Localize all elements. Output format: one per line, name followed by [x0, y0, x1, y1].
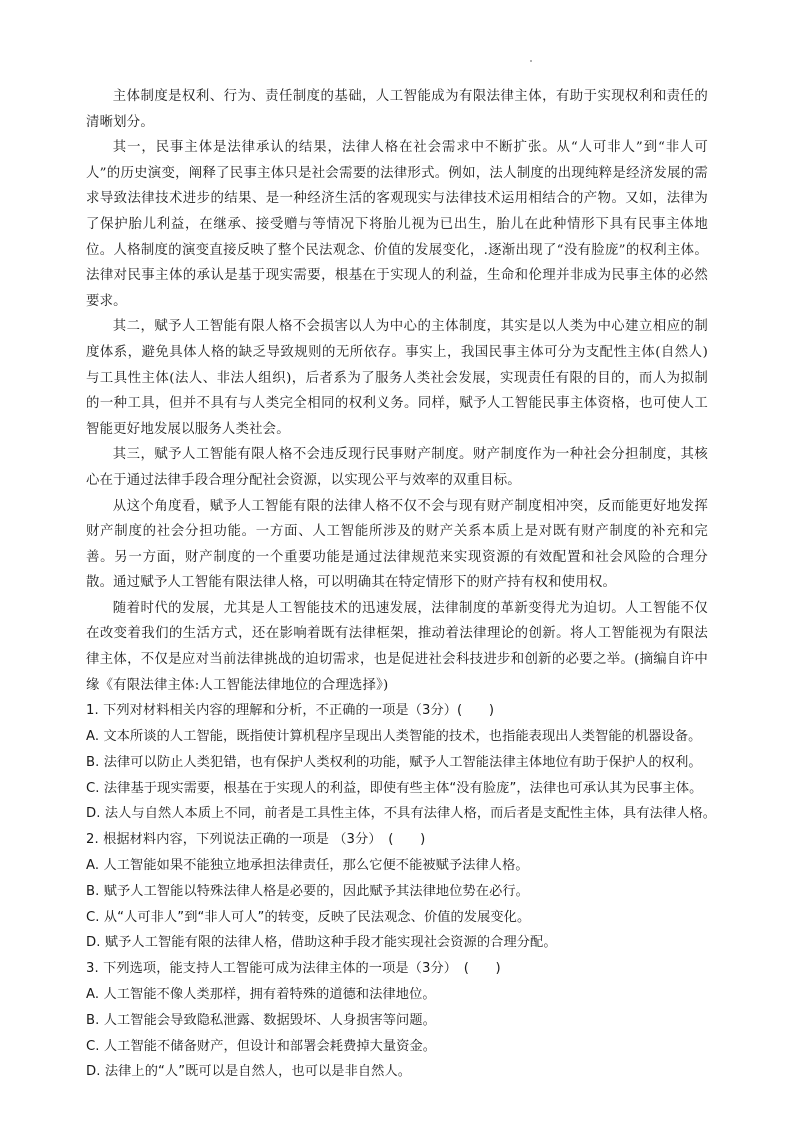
question-2	[86, 827, 708, 956]
option-a: A. 人工智能如果不能独立地承担法律责任，那么它便不能被赋予法律人格。	[86, 858, 529, 874]
option-c: C. 从“人可非人”到“非人可人”的转变，反映了民法观念、价值的发展变化。	[86, 909, 531, 925]
option-b: B. 法律可以防止人类犯错，也有保护人类权利的功能，赋予人工智能法律主体地位有助于保护人的权利。	[86, 754, 702, 770]
option-c: C. 法律基于现实需要，根基在于实现人的利益，即使有些主体“没有脸庞”，法律也可承认其为民事主体。	[86, 780, 703, 796]
paragraph-1: 主体制度是权利、行为、责任制度的基础，人工智能成为有限法律主体，有助于实现权利和责任的清晰划分。	[86, 89, 708, 130]
option-b: B. 赋予人工智能以特殊法律人格是必要的，因此赋予其法律地位势在必行。	[86, 883, 529, 899]
passage-text	[86, 84, 708, 698]
paragraph-6: 随着时代的发展，尤其是人工智能技术的迅速发展，法律制度的革新变得尤为迫切。人工智能不仅在改变着我们的生活方式，还在影响着既有法律框架，推动着法律理论的创新。将人工智能视为有限法律主体，不仅是应对当前法律挑战的迫切需求，也是促进社会科技进步和创新的必要之举。(摘编自许中缘《有限法律主体:人工智能法律地位的合理选择》)	[86, 600, 708, 693]
option-d: D. 法人与自然人本质上不同，前者是工具性主体，不具有法律人格，而后者是支配性主体，具有法律人格。	[86, 806, 717, 822]
option-d: D. 赋予人工智能有限的法律人格，借助这种手段才能实现社会资源的合理分配。	[86, 935, 557, 951]
option-c: C. 人工智能不储备财产，但设计和部署会耗费掉大量资金。	[86, 1038, 437, 1054]
paragraph-4: 其三，赋予人工智能有限人格不会违反现行民事财产制度。财产制度作为一种社会分担制度，其核心在于通过法律手段合理分配社会资源，以实现公平与效率的双重目标。	[86, 447, 708, 488]
question-stem: 1. 下列对材料相关内容的理解和分析，不正确的一项是（3分）( )	[86, 703, 495, 719]
paragraph-5: 从这个角度看，赋予人工智能有限的法律人格不仅不会与现有财产制度相冲突，反而能更好地发挥财产制度的社会分担功能。一方面、人工智能所涉及的财产关系本质上是对既有财产制度的补充和完善。另一方面，财产制度的一个重要功能是通过法律规范来实现资源的有效配置和社会风险的合理分散。通过赋予人工智能有限法律人格，可以明确其在特定情形下的财产持有权和使用权。	[86, 498, 708, 591]
header-dot	[530, 60, 532, 62]
paragraph-2: 其一，民事主体是法律承认的结果，法律人格在社会需求中不断扩张。从“人可非人”到“非人可人”的历史演变，阐释了民事主体只是社会需要的法律形式。例如，法人制度的出现纯粹是经济发展的需求导致法律技术进步的结果、是一种经济生活的客观现实与法律技术运用相结合的产物。又如，法律为了保护胎儿利益，在继承、接受赠与等情况下将胎儿视为已出生，胎儿在此种情形下具有民事主体地位。人格制度的演变直接反映了整个民法观念、价值的发展变化，.逐渐出现了“没有脸庞”的权利主体。法律对民事主体的承认是基于现实需要，根基在于实现人的利益，生命和伦理并非成为民事主体的必然要求。	[86, 140, 708, 309]
question-stem: 2. 根据材料内容，下列说法正确的一项是 （3分） ( )	[86, 832, 426, 848]
option-a: A. 人工智能不像人类那样，拥有着特殊的道德和法律地位。	[86, 987, 436, 1003]
question-stem: 3. 下列选项，能支持人工智能可成为法律主体的一项是（3分） ( )	[86, 961, 501, 977]
option-a: A. 文本所谈的人工智能，既指使计算机程序呈现出人类智能的技术，也指能表现出人类智能的机器设备。	[86, 729, 702, 745]
paragraph-3: 其二，赋予人工智能有限人格不会损害以人为中心的主体制度，其实是以人类为中心建立相应的制度体系，避免具体人格的缺乏导致规则的无所依存。事实上，我国民事主体可分为支配性主体(自然人)与工具性主体(法人、非法人组织)，后者系为了服务人类社会发展，实现责任有限的目的，而人为拟制的一种工具，但并不具有与人类完全相同的权利义务。同样，赋予人工智能民事主体资格，也可使人工智能更好地发展以服务人类社会。	[86, 319, 708, 437]
option-d: D. 法律上的“人”既可以是自然人，也可以是非自然人。	[86, 1064, 412, 1080]
question-list	[86, 698, 717, 1085]
question-1	[86, 698, 717, 827]
question-3	[86, 956, 708, 1085]
option-b: B. 人工智能会导致隐私泄露、数据毁坏、人身损害等问题。	[86, 1012, 436, 1028]
